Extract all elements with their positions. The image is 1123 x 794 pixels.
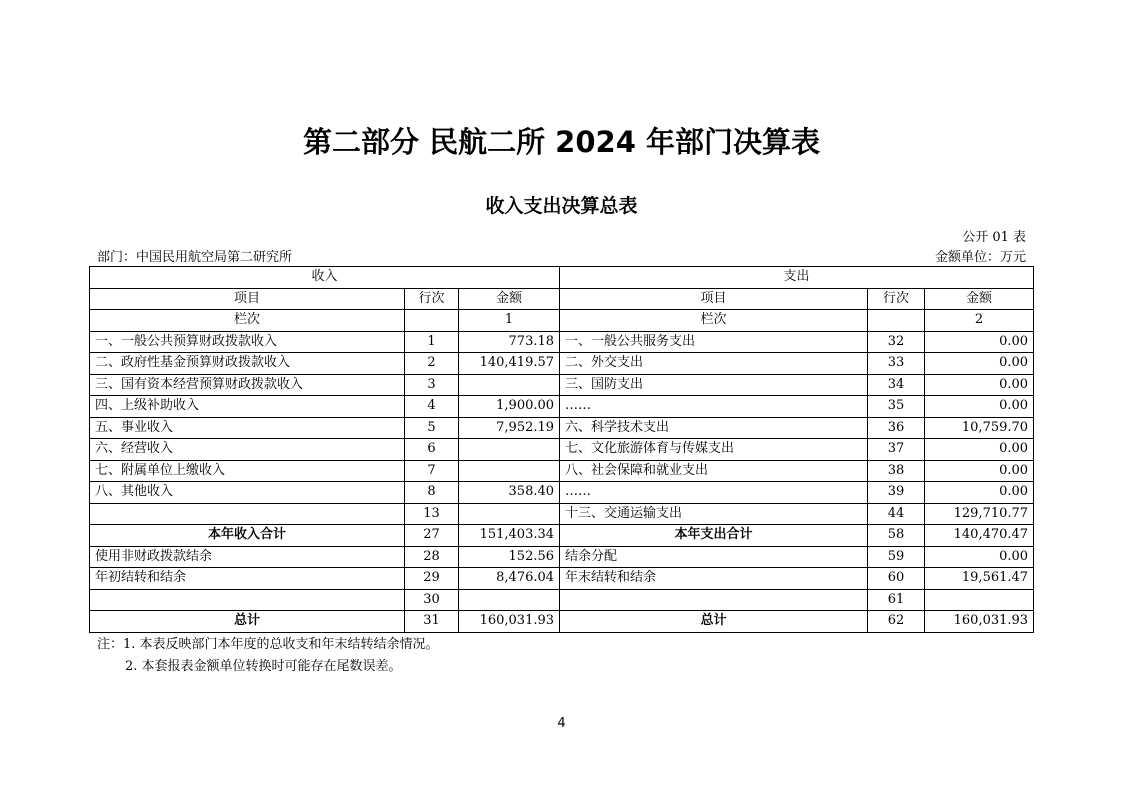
table-row <box>90 611 1034 633</box>
income-item-cell: 五、事业收入 <box>90 417 405 439</box>
income-item-cell <box>90 589 405 611</box>
expense-item-cell: 八、社会保障和就业支出 <box>560 460 868 482</box>
expense-line-cell: 60 <box>868 568 925 590</box>
expense-amount-cell: 0.00 <box>925 331 1034 353</box>
income-amount-cell: 151,403.34 <box>459 525 560 547</box>
income-line-cell: 30 <box>405 589 459 611</box>
income-line-cell: 4 <box>405 396 459 418</box>
expense-col-number: 2 <box>925 310 1034 332</box>
income-amount-cell: 7,952.19 <box>459 417 560 439</box>
expense-amount-header: 金额 <box>925 288 1034 310</box>
expense-item-cell: 十三、交通运输支出 <box>560 503 868 525</box>
expense-amount-cell: 0.00 <box>925 546 1034 568</box>
income-line-cell: 1 <box>405 331 459 353</box>
expense-amount-cell: 10,759.70 <box>925 417 1034 439</box>
table-row <box>90 374 1034 396</box>
income-line-cell: 8 <box>405 482 459 504</box>
table-row <box>90 460 1034 482</box>
income-line-cell: 29 <box>405 568 459 590</box>
table-row <box>90 546 1034 568</box>
income-col-empty <box>405 310 459 332</box>
income-amount-cell: 140,419.57 <box>459 353 560 375</box>
expense-amount-cell: 129,710.77 <box>925 503 1034 525</box>
income-line-cell: 6 <box>405 439 459 461</box>
unit-label: 金额单位：万元 <box>934 250 1026 265</box>
income-item-cell: 四、上级补助收入 <box>90 396 405 418</box>
expense-item-cell: …… <box>560 482 868 504</box>
expense-amount-cell: 0.00 <box>925 482 1034 504</box>
expense-amount-cell: 140,470.47 <box>925 525 1034 547</box>
income-amount-cell <box>459 589 560 611</box>
income-item-cell: 总计 <box>90 611 405 633</box>
income-item-cell: 使用非财政拨款结余 <box>90 546 405 568</box>
expense-item-cell: 本年支出合计 <box>560 525 868 547</box>
income-item-cell: 八、其他收入 <box>90 482 405 504</box>
income-item-cell: 本年收入合计 <box>90 525 405 547</box>
expense-amount-cell: 0.00 <box>925 439 1034 461</box>
income-line-cell: 2 <box>405 353 459 375</box>
table-row <box>90 589 1034 611</box>
income-amount-cell <box>459 374 560 396</box>
expense-line-cell: 39 <box>868 482 925 504</box>
notes <box>97 634 439 678</box>
income-amount-cell <box>459 460 560 482</box>
table-row <box>90 482 1034 504</box>
column-header-row <box>90 288 1034 310</box>
expense-amount-cell: 0.00 <box>925 353 1034 375</box>
income-amount-cell: 773.18 <box>459 331 560 353</box>
income-line-cell: 27 <box>405 525 459 547</box>
table-row <box>90 525 1034 547</box>
expense-amount-cell: 0.00 <box>925 396 1034 418</box>
expense-section-header: 支出 <box>560 267 1034 289</box>
expense-line-cell: 61 <box>868 589 925 611</box>
income-item-cell: 七、附属单位上缴收入 <box>90 460 405 482</box>
expense-col-label: 栏次 <box>560 310 868 332</box>
expense-item-cell: 七、文化旅游体育与传媒支出 <box>560 439 868 461</box>
table-row <box>90 417 1034 439</box>
expense-line-cell: 38 <box>868 460 925 482</box>
expense-amount-cell <box>925 589 1034 611</box>
table-row <box>90 331 1034 353</box>
expense-amount-cell: 0.00 <box>925 460 1034 482</box>
note-2: 2. 本套报表金额单位转换时可能存在尾数误差。 <box>125 659 402 674</box>
expense-item-cell: 一、一般公共服务支出 <box>560 331 868 353</box>
expense-line-cell: 58 <box>868 525 925 547</box>
expense-item-cell <box>560 589 868 611</box>
income-amount-cell: 8,476.04 <box>459 568 560 590</box>
table-code: 公开 01 表 <box>962 230 1026 245</box>
expense-item-header: 项目 <box>560 288 868 310</box>
table-row <box>90 396 1034 418</box>
expense-item-cell: 年末结转和结余 <box>560 568 868 590</box>
expense-amount-cell: 0.00 <box>925 374 1034 396</box>
income-section-header: 收入 <box>90 267 560 289</box>
expense-line-cell: 36 <box>868 417 925 439</box>
expense-item-cell: 三、国防支出 <box>560 374 868 396</box>
expense-line-cell: 44 <box>868 503 925 525</box>
expense-line-cell: 62 <box>868 611 925 633</box>
income-line-cell: 3 <box>405 374 459 396</box>
expense-item-cell: 总计 <box>560 611 868 633</box>
income-line-header: 行次 <box>405 288 459 310</box>
income-item-cell: 年初结转和结余 <box>90 568 405 590</box>
expense-item-cell: 六、科学技术支出 <box>560 417 868 439</box>
income-item-cell: 三、国有资本经营预算财政拨款收入 <box>90 374 405 396</box>
income-amount-cell: 152.56 <box>459 546 560 568</box>
department-label: 部门：中国民用航空局第二研究所 <box>97 250 293 265</box>
table-row <box>90 353 1034 375</box>
expense-amount-cell: 19,561.47 <box>925 568 1034 590</box>
expense-line-cell: 33 <box>868 353 925 375</box>
expense-line-cell: 35 <box>868 396 925 418</box>
income-item-cell: 二、政府性基金预算财政拨款收入 <box>90 353 405 375</box>
table-subtitle: 收入支出决算总表 <box>485 195 638 217</box>
income-amount-cell: 358.40 <box>459 482 560 504</box>
expense-line-cell: 34 <box>868 374 925 396</box>
expense-item-cell: …… <box>560 396 868 418</box>
table-row <box>90 503 1034 525</box>
income-col-label: 栏次 <box>90 310 405 332</box>
expense-item-cell: 结余分配 <box>560 546 868 568</box>
table-row <box>90 568 1034 590</box>
expense-line-header: 行次 <box>868 288 925 310</box>
income-col-number: 1 <box>459 310 560 332</box>
income-line-cell: 13 <box>405 503 459 525</box>
section-header-row <box>90 267 1034 289</box>
expense-item-cell: 二、外交支出 <box>560 353 868 375</box>
budget-summary-table <box>89 266 1034 633</box>
expense-line-cell: 37 <box>868 439 925 461</box>
expense-line-cell: 32 <box>868 331 925 353</box>
income-amount-cell <box>459 503 560 525</box>
income-amount-cell: 1,900.00 <box>459 396 560 418</box>
note-1: 注：1. 本表反映部门本年度的总收支和年末结转结余情况。 <box>97 637 439 652</box>
table-row <box>90 439 1034 461</box>
income-line-cell: 31 <box>405 611 459 633</box>
page-title: 第二部分 民航二所 2024 年部门决算表 <box>302 125 820 159</box>
income-line-cell: 5 <box>405 417 459 439</box>
income-item-header: 项目 <box>90 288 405 310</box>
income-line-cell: 7 <box>405 460 459 482</box>
expense-amount-cell: 160,031.93 <box>925 611 1034 633</box>
expense-line-cell: 59 <box>868 546 925 568</box>
income-item-cell: 六、经营收入 <box>90 439 405 461</box>
income-item-cell: 一、一般公共预算财政拨款收入 <box>90 331 405 353</box>
income-amount-cell: 160,031.93 <box>459 611 560 633</box>
column-number-row <box>90 310 1034 332</box>
page-number: 4 <box>557 716 566 731</box>
income-item-cell <box>90 503 405 525</box>
expense-col-empty <box>868 310 925 332</box>
income-line-cell: 28 <box>405 546 459 568</box>
income-amount-cell <box>459 439 560 461</box>
income-amount-header: 金额 <box>459 288 560 310</box>
